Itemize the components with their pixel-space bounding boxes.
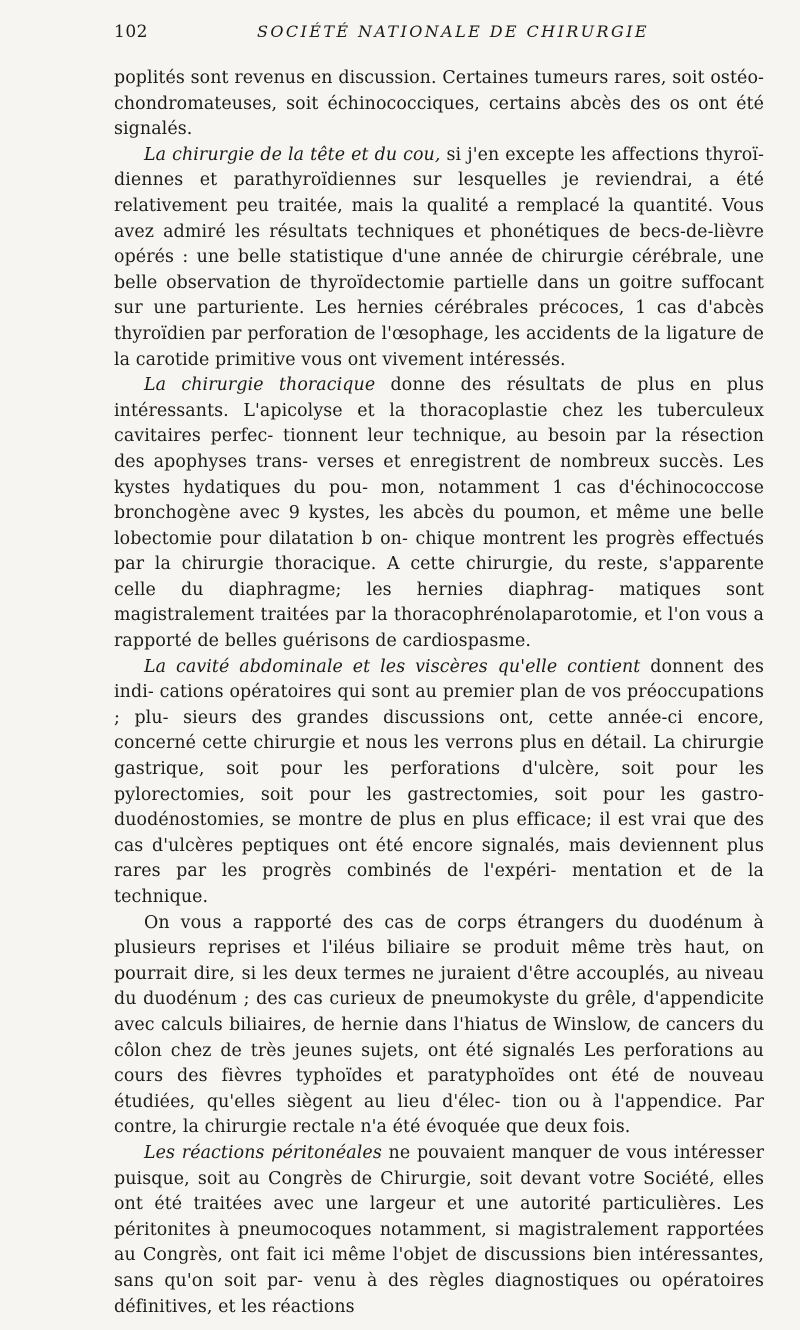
section-heading-peritoneales: Les réactions péritonéales (144, 1142, 382, 1163)
paragraph-4: La cavité abdominale et les viscères qu'elle contient donnent des indi- cations opératoires qui sont au premier plan de vos préoccupations ; plu- sieurs des grandes discussions ont, cette année-ci encore, concerné cette chirurgie et nous les verrons plus en détail. La chirurgie gastrique, soit pour les perforations d'ulcère, soit pour les pylorectomies, soit pour les gastrectomies, soit pour les gastro-duodénostomies, se montre de plus en plus efficace; il est vrai que des cas d'ulcères peptiques ont été encore signalés, mais deviennent plus rares par les progrès combinés de l'expéri- mentation et de la technique. (114, 656, 764, 907)
paragraph-2: La chirurgie de la tête et du cou, si j'en excepte les affections thyroï- diennes et parathyroïdiennes sur lesquelles je reviendrai, a été relativement peu traitée, mais la qualité a remplacé la quantité. Vous avez admiré les résultats techniques et phonétiques de becs-de-lièvre opérés : une belle statistique d'une année de chirurgie cérébrale, une belle observation de thyroïdectomie partielle dans un goitre suffocant sur une parturiente. Les hernies cérébrales précoces, 1 cas d'abcès thyroïdien par perforation de l'œsophage, les accidents de la ligature de la carotide primitive vous ont vivement intéressés. (114, 144, 765, 370)
paragraph-1: poplités sont revenus en discussion. Certaines tumeurs rares, soit ostéo- chondromateuses, soit échinococciques, certains abcès des os ont été signalés. (114, 68, 764, 140)
paragraph-6: Les réactions péritonéales ne pouvaient manquer de vous intéresser puisque, soit au Congrès de Chirurgie, soit devant votre Société, elles ont été traitées avec une largeur et une autorité particulières. Les péritonites à pneumocoques notamment, si magistralement rapportées au Congrès, ont fait ici même l'objet de discussions bien intéressantes, sans qu'on soit par- venu à des règles diagnostiques ou opératoires définitives, et les réactions (114, 1142, 765, 1317)
running-head: SOCIÉTÉ NATIONALE DE CHIRURGIE (257, 22, 649, 41)
section-heading-tete-cou: La chirurgie de la tête et du cou, (144, 144, 441, 165)
paragraph-5: On vous a rapporté des cas de corps étrangers du duodénum à plusieurs reprises et l'iléus biliaire se produit même très haut, on pourrait dire, si les deux termes ne juraient d'être accouplés, au niveau du duodénum ; des cas curieux de pneumokyste du grêle, d'appendicite avec calculs biliaires, de hernie dans l'hiatus de Winslow, de cancers du côlon chez de très jeunes sujets, ont été signalés Les perforations au cours des fièvres typhoïdes et paratyphoïdes ont été de nouveau étudiées, qu'elles siègent au lieu d'élec- tion ou à l'appendice. Par contre, la chirurgie rectale n'a été évoquée que deux fois. (114, 912, 764, 1138)
paragraph-3: La chirurgie thoracique donne des résultats de plus en plus intéressants. L'apicolyse et la thoracoplastie chez les tuberculeux cavitaires perfec- tionnent leur technique, au besoin par la résection des apophyses trans- verses et enregistrent de nombreux succès. Les kystes hydatiques du pou- mon, notamment 1 cas d'échinococcose bronchogène avec 9 kystes, les abcès du poumon, et même une belle lobectomie pour dilatation b on- chique montrent les progrès effectués par la chirurgie thoracique. A cette chirurgie, du reste, s'apparente celle du diaphragme; les hernies diaphrag- matiques sont magistralement traitées par la thoracophrénolaparotomie, et l'on vous a rapporté de belles guérisons de cardiospasme. (114, 375, 765, 652)
section-heading-abdominale: La cavité abdominale et les viscères qu'elle contient (144, 656, 641, 677)
body-text (114, 66, 764, 1320)
page-number: 102 (114, 22, 148, 42)
page-header (114, 22, 764, 48)
section-heading-thoracique: La chirurgie thoracique (144, 375, 376, 396)
